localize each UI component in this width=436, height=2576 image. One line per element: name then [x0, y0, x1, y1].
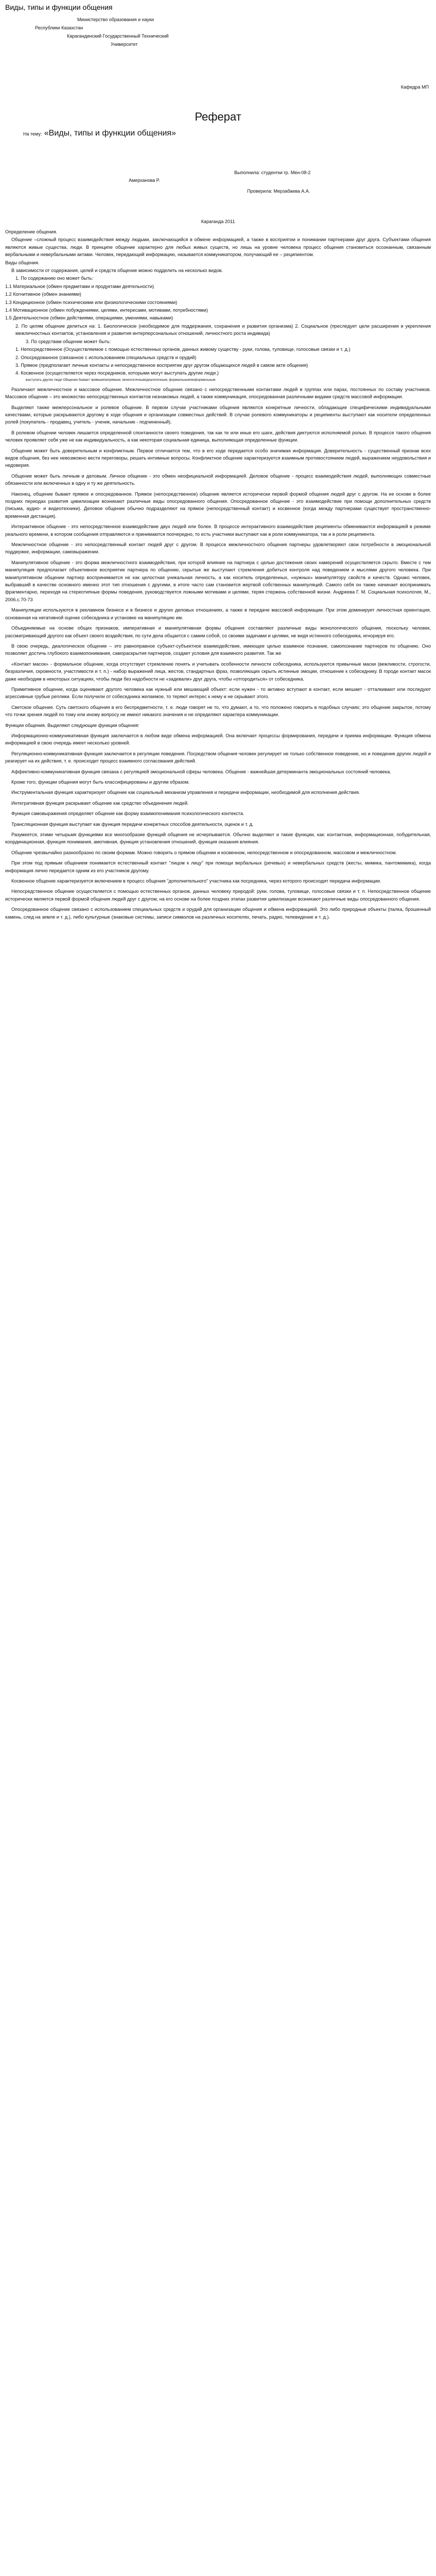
performer-name: Амерханова Р.: [129, 178, 160, 183]
list-item: 3. По средствам общение может быть:: [26, 338, 111, 344]
performer-checker: Проверила: Мерзабаева А.А.: [247, 189, 310, 194]
list-item: 3. Прямое (предполагает личные контакты и непосредственное восприятие друг другом общающихся людей в самом акте общения): [15, 362, 308, 368]
paragraph: Различают межличностное и массовое общение. Межличностное общение связано с непосредственными контактами людей в группах или парах, постоянных по составу участников. Массовое общение – это множество непосредственных контактов незнакомых людей, а также коммуникация, опосредованная различными видами средств массовой информации.: [5, 386, 431, 400]
paragraph: Инструментальная функция характеризует общение как социальный механизм управления и передачи информации, необходимой для исполнения действия.: [11, 790, 360, 795]
topic-label: На тему:: [23, 131, 42, 137]
paragraph: Общение –сложный процесс взаимодействия между людьми, заключающийся в обмене информацией, а также в восприятии и понимании партнерами друг друга. Субъектами общения являются живые существа, люди. В принципе общение характерно для любых живых существ, но лишь на уровне человека процесс общения становиться осознанным, связанным вербальными и невербальными актами. Человек, передающий информацию, называется коммуникатором, получающий ее – реципиентом.: [5, 237, 431, 258]
paragraph: Непосредственное общение осуществляется с помощью естественных органов, данных человеку природой: руки, голова, туловище, голосовые связки и т. п. Непосредственное общение исторически является первой формой общения людей друг с другом, на его основе на более поздних этапах развития цивилизации возникают различные виды опосредованного общения.: [5, 889, 431, 902]
performer-student: Выполнила: студентки гр. Мен-08-2: [234, 170, 311, 175]
paragraph: В ролевом общении человек лишается определенной спонтанности своего поведения, так как те или иные его шаги, действия диктуются исполняемой ролью. В процессе такого общения человек проявляет себя уже не как индивидуальность, а как некоторая социальная единица, выполняющая определенные функции.: [5, 430, 431, 443]
paragraph: Светское общение. Суть светского общения в его беспредметности, т. е. люди говорят не то, что думают, а то, что положено говорить в подобных случаях; это общение закрытое, потому что точки зрения людей по тому или иному вопросу не имеют никакого значения и не определяют характера коммуникации.: [5, 704, 431, 718]
document-title: Виды, типы и функции общения: [5, 3, 113, 11]
section-heading: Определение общения.: [5, 229, 58, 234]
paragraph: Манипуляции используются в рекламном бизнесе и в бизнесе и других деловых отношениях, а также в передаче массовой информации. При этом доминирует личностная ориентация, основанная на негативной оценке собеседника и установке на манипуляцию им.: [5, 607, 431, 620]
performer-block: [5, 169, 431, 195]
list-item: 1. Непосредственное (Осуществляемое с помощью естественных органов, данных живому существу - руки, голова, туловище, голосовые связки и т. д.): [15, 347, 351, 352]
list-item: 1.2 Когнитивное (обмен знаниями): [5, 292, 81, 297]
topic-text: «Виды, типы и функции общения»: [44, 129, 176, 138]
department: Кафедра МП: [400, 84, 429, 90]
list-item: 1.3 Кондиционное (обмен психическими или физиологическими состояниями): [5, 299, 178, 305]
city-year: Караганда 2011: [201, 219, 235, 224]
paragraph: Разумеется, этими четырьмя функциями все многообразие функций общения не исчерпывается. Обычно выделяют и такие функции, как: контактная, информационная, побудительная, координационная, функция понимания, амотивная, функция установления отношений, функция оказания влияния.: [5, 832, 431, 845]
document-page: [0, 3, 436, 2576]
university-line-2: Университет: [111, 42, 138, 47]
title-header: [5, 15, 431, 48]
section-heading: Функции общения. Выделяют следующие функции общения:: [5, 722, 139, 728]
list-item: 2. Опосредованное (связанное с использованием специальных средств и орудий): [15, 354, 197, 360]
list-item: 4. Косвенное (осуществляется через посредников, которыми могут выступать другие люди.): [15, 370, 219, 376]
essay-topic: [5, 129, 431, 138]
paragraph: Интегративная функция раскрывает общение как средство объединения людей.: [11, 800, 189, 806]
paragraph: Примитивное общение, когда оценивают другого человека как нужный или мешающий объект: если нужен - то активно вступают в контакт, если мешает - отталкивают или последуют агрессивные грубые реплики. Если получили от собеседника желаемое, то теряют интерес к нему и не скрывают этого.: [5, 686, 431, 700]
paragraph: В свою очередь, диалогическое общение – это равноправное субъект-субъектное взаимодействие, имеющее целью взаимное познание, самопознание партнеров по общению. Оно позволяет достичь глубокого взаимопонимания, самораскрытия партнеров, создает условия для взаимного развития. Так же: [5, 643, 431, 656]
paragraph: Общение может быть личным и деловым. Личное общение - это обмен неофициальной информацией. Деловое общение - процесс взаимодействия людей, выполняющих совместные обязанности или включенных в одну и ту же деятельность.: [5, 473, 431, 486]
paragraph: Трансляционная функция выступает как функция передачи конкретных способов деятельности, оценок и т. д.: [11, 821, 254, 827]
paragraph: В зависимости от содержания, целей и средств общение можно подделить на несколько видов.: [11, 268, 223, 274]
list-item: 1.5 Деятельностное (обмен действиями, операциями, умениями, навыками): [5, 315, 173, 321]
essay-kind: Реферат: [195, 110, 241, 123]
paragraph: Манипулятивное общение - это форма межличностного взаимодействия, при которой влияние на партнера с целью достижения своих намерений осуществляется скрыто. Вместе с тем манипуляция предполагает объективное восприятие партнера по общению, скрытые же выступают стремления добиться контроля над поведением и мыслями другого человека. При манипулятивном общении партнер воспринимается не как целостная уникальная личность, а как носитель определенных, «нужных» манипулятору свойств и качеств. Однако человек, выбравший в качестве основного именно этот тип отношения с другими, в итоге часто сам становится жертвой собственных манипуляций. Самого себя он также начинает воспринимать фрагментарно, переходя на стереотипные формы поведения, руководствуется ложными мотивами и целями, теряя стержень собственной жизни. Андреева Г. М. Социальная психология, М., 2006.с.70-73: [5, 560, 431, 602]
paragraph: Межличностное общение - это непосредственный контакт людей друг с другом. В процессе межличностного общения партнеры удовлетворяют свои потребности в эмоциональной поддержке, информации, самовыражении.: [5, 542, 431, 555]
paragraph: «Контакт масок» - формальное общение, когда отсутствует стремление понять и учитывать особенности личности собеседника, используются привычные маски (вежливости, строгости, безразличия, скромности, участливости и т. п.) - набор выражений лица, жестов, стандартных фраз, позволяющих скрыть истинные эмоции, отношение к собеседнику. В городе контакт масок даже необходим в некоторых ситуациях, чтобы люди без надобности не «задевали» друг друга, чтобы «отгородиться» от собеседника.: [5, 661, 431, 682]
footnote: выступать другие люди Общение бывает прямым/непрямым, монологичным/диалогичным, формальным/неформальным: [26, 378, 216, 382]
paragraph: Общение чрезвычайно разнообразно по своим формам. Можно говорить о прямом общении и косвенном, непосредственном и опосредованном, массовом и межличностном.: [11, 850, 397, 855]
paragraph: Кроме того, функции общения могут быть классифицированы и другим образом.: [11, 779, 190, 785]
essay-body: [5, 228, 431, 921]
paragraph: Выделяют также межперсональное и ролевое общение. В первом случае участниками общения являются конкретные личности, обладающие специфическими индивидуальными качествами, которые раскрываются другому в ходе общения и организации совместных действий. В случае ролевого коммуникаторы и реципиенты выступают как носители определенных ролей (покупатель - продавец, учитель - ученик, начальник - подчиненный).: [5, 404, 431, 425]
paragraph: Регуляционно-коммуникативная функция заключается в регуляции поведения. Посредством общения человек регулирует не только собственное поведение, но и поведение других людей и реагирует на их действия, т. е. происходит процесс взаимного согласования действий.: [5, 751, 431, 764]
list-item: 1.1 Материальное (обмен предметами и продуктами деятельности): [5, 283, 154, 289]
paragraph: Функция самовыражения определяет общение как форму взаимопонимания психологического контекста.: [11, 811, 245, 817]
section-heading: Виды общения.: [5, 260, 40, 265]
paragraph: Опосредованное общение связано с использованием специальных средств и орудий для организации общения и обмена информацией. Это либо природные объекты (палка, брошенный камень, след на земле и т. д.), либо культурные (знаковые системы, записи символов на различных носителях, печать, радио, телевидение и т. д.).: [5, 907, 431, 920]
list-item: 2. По целям общение делиться на: 1. Биологическое (необходимое для поддержания, сохранения и развития организма) 2. Социальное (преследует цели расширения и укрепления межличностных контактов, установления и развития интерперсональных отношений, личностного роста индивида): [15, 323, 431, 336]
list-item: 1. По содержанию оно может быть:: [15, 276, 93, 281]
paragraph: Общение может быть доверительным и конфликтным. Первое отличается тем, что в его ходе передается особо значимая информация. Доверительность - существенный признак всех видов общения, без нее невозможно вести переговоры, решать интимные вопросы. Конфликтное общение характеризуется взаимным противостоянием людей, выражением неудовольствия и недоверия.: [5, 448, 431, 468]
republic-line: Республики Казахстан: [35, 25, 83, 30]
university-line: Карагандинский Государственный Технический: [67, 33, 169, 39]
paragraph: Аффективно-коммуникативная функция связана с регуляцией эмоциональной сферы человека. Общение - важнейшая детерминанта эмоциональных состояний человека.: [11, 769, 391, 774]
paragraph: Информационно-коммуникативная функция заключается в любом виде обмена информацией. Она включает процессы формирования, передачи и приема информации. Функция обмена информацией в свою очередь имеет несколько уровней.: [5, 733, 431, 746]
paragraph: Косвенное общение характеризуется включением в процесс общения "дополнительного" участника как посредника, через которого происходит передача информации.: [11, 878, 381, 884]
paragraph: При этом под прямым общением понимается естественный контакт "лицом к лицу" при помощи вербальных (речевых) и невербальных средств (жесты, мимика, пантомимика), когда информация лично передается одним из его участников другому.: [5, 860, 431, 873]
paragraph: Интерактивное общение - это непосредственное взаимодействие двух людей или более. В процессе интерактивного взаимодействия реципиенты обмениваются информацией в режиме реального времени, в котором сообщения отправляются и принимаются поочередно, то есть участники выступают как в роли коммуникатора, так и в роли реципиента.: [5, 524, 431, 537]
paragraph: Объединяемые на основе общих признаков, императивная и манипулятивная формы общения составляют различные виды монологического общения, поскольку человек, рассматривающий другого как объект своего воздействия, по сути дела общается с самим собой, со своими задачами и целями, не видя истинного собеседника, игнорируя его.: [5, 625, 431, 638]
list-item: 1.4 Мотивационное (обмен побуждениями, целями, интересами, мотивами, потребностями): [5, 308, 208, 313]
paragraph: Наконец, общение бывает прямое и опосредованное. Прямое (непосредственное) общение является исторически первой формой общения людей друг с другом. На ее основе в более поздних периодах развития цивилизации возникают различные виды опосредованного общения. Опосредованное общение - это взаимодействие при помощи дополнительных средств (письма, аудио- и видеотехники). Деловое общение обычно подразделяют на прямое (непосредственный контакт) и косвенное (когда между партнерами существует пространственно-временная дистанция).: [5, 491, 431, 519]
ministry-line: Министерство образования и науки: [77, 17, 154, 22]
